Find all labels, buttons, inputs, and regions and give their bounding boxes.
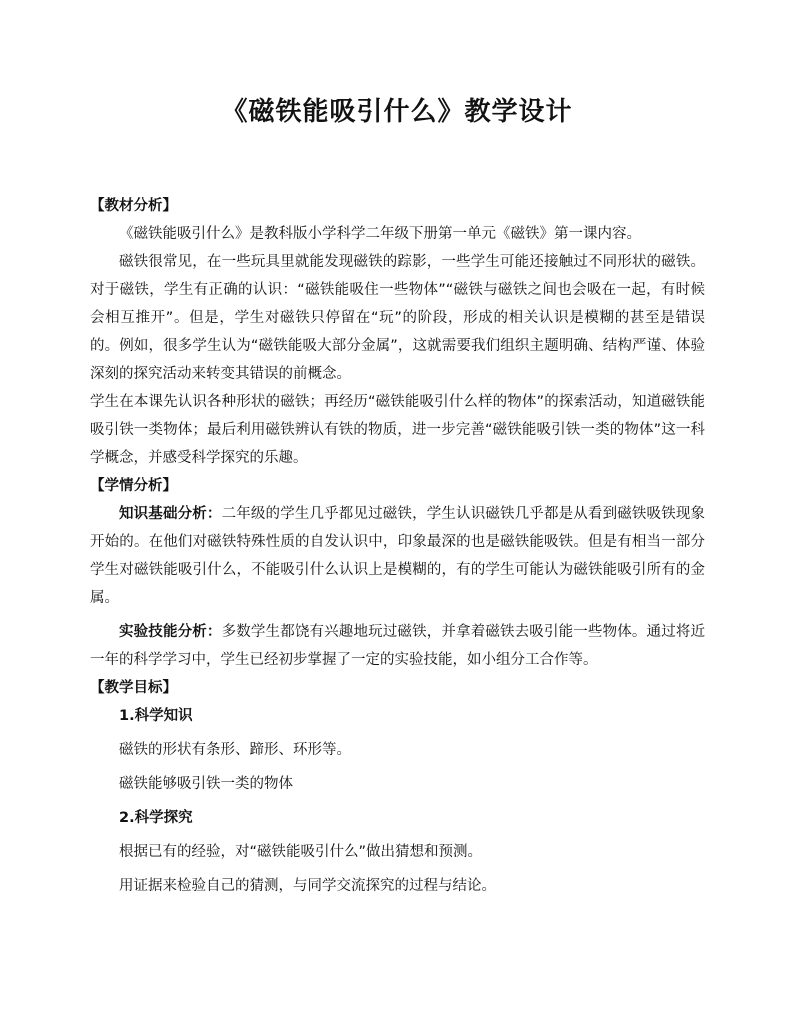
heading-teaching-goals: 【教学目标】 [90, 680, 177, 696]
skill-label: 实验技能分析： [119, 624, 222, 640]
goal-1-title: 1.科学知识 [119, 708, 193, 724]
knowledge-label: 知识基础分析： [119, 506, 222, 522]
knowledge-text: 二年级的学生几乎都见过磁铁，学生认识磁铁几乎都是从看到磁铁吸铁现象开始的。在他们对磁铁特殊性质的自发认识中，印象最深的也是磁铁能吸铁。但是有相当一部分学生对磁铁能吸引什么，不能吸引什么认识上是模糊的，有的学生可能认为磁铁能吸引所有的金属。 [90, 506, 705, 606]
heading-material-analysis: 【教材分析】 [90, 198, 177, 214]
skill-text: 多数学生都饶有兴趣地玩过磁铁，并拿着磁铁去吸引能一些物体。通过将近一年的科学学习中，学生已经初步掌握了一定的实验技能，如小组分工合作等。 [90, 624, 705, 668]
document-body [90, 192, 705, 900]
paragraph-material-2: 磁铁很常见，在一些玩具里就能发现磁铁的踪影，一些学生可能还接触过不同形状的磁铁。对于磁铁，学生有正确的认识：“磁铁能吸住一些物体”“磁铁与磁铁之间也会吸在一起，有时候会相互推开”。但是，学生对磁铁只停留在“玩”的阶段，形成的相关认识是模糊的甚至是错误的。例如，很多学生认为“磁铁能吸大部分金属”，这就需要我们组织主题明确、结构严谨、体验深刻的探究活动来转变其错误的前概念。 [90, 254, 705, 382]
goal-2-item: 用证据来检验自己的猜测，与同学交流探究的过程与结论。 [119, 878, 496, 894]
goal-2-item: 根据已有的经验，对“磁铁能吸引什么”做出猜想和预测。 [119, 844, 483, 860]
heading-student-analysis: 【学情分析】 [90, 478, 177, 494]
goal-2-title: 2.科学探究 [119, 810, 193, 826]
document-title: 《磁铁能吸引什么》教学设计 [221, 97, 573, 127]
paragraph-knowledge-analysis [90, 500, 705, 612]
goal-1-item: 磁铁能够吸引铁一类的物体 [119, 776, 293, 792]
paragraph-material-1: 《磁铁能吸引什么》是教科版小学科学二年级下册第一单元《磁铁》第一课内容。 [119, 226, 641, 242]
paragraph-skill-analysis [90, 618, 705, 674]
goal-1-item: 磁铁的形状有条形、蹄形、环形等。 [119, 742, 351, 758]
paragraph-material-3: 学生在本课先认识各种形状的磁铁；再经历“磁铁能吸引什么样的物体”的探索活动，知道磁铁能吸引铁一类物体；最后利用磁铁辨认有铁的物质，进一步完善“磁铁能吸引铁一类的物体”这一科学概念，并感受科学探究的乐趣。 [90, 394, 705, 466]
